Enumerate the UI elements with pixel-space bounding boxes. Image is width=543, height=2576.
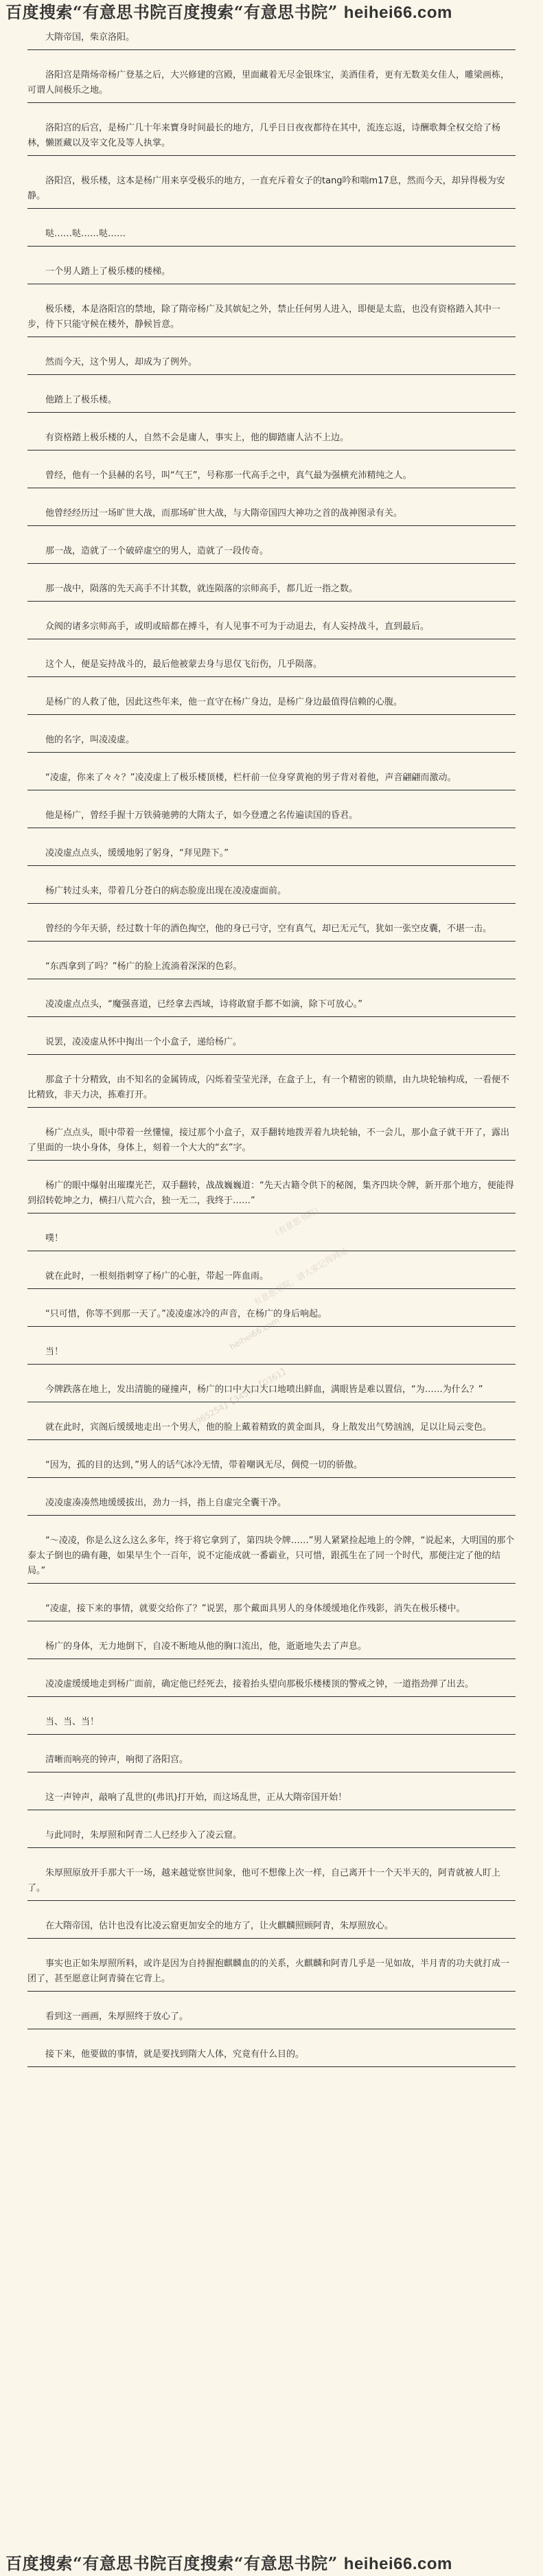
text-paragraph: 事实也正如朱厚照所料，或许是因为自持握抱麒麟血的的关系，火麒麟和阿青几乎是一见如故，半月青的功夫就打成一团了，甚至愿意让阿青骑在它背上。 — [27, 1954, 516, 1992]
chapter-content — [27, 27, 516, 2548]
text-paragraph: “因为，孤的目的达到，”男人的话气冰冷无情，带着嘲讽无尽，倜傥一切的骄傲。 — [27, 1455, 516, 1478]
text-paragraph: 杨广点点头，眼中带着一丝懂憧，接过那个小盒子，双手翻转地拨弄着九块轮轴，不一会儿，那小盒子就干开了，露出了里面的一块小身体，身体上，刻着一个大大的“玄”字。 — [27, 1123, 516, 1161]
text-paragraph: “～凌凌，你是么这么这么多年，终于将它拿到了，第四块令牌……”男人紧紧捡起地上的令牌，“说起来，大明国的那个泰太子倒也的确有趣，如果早生个一百年，说不定能成就一番霸业，只可惜，跟孤生在了同一个时代，那便注定了他的结局。” — [27, 1531, 516, 1584]
text-paragraph: 接下来，他要做的事情，就是要找到隋大人体，究竟有什么目的。 — [27, 2044, 516, 2067]
text-paragraph: 今牌跌落在地上，发出清脆的碰撞声，杨广的口中大口大口地喷出鲜血，满眼皆是难以置信，“为……为什么？” — [27, 1380, 516, 1402]
text-paragraph: 凌凌虚凑凑然地缓缓拔出，劲力一抖，指上自虚完全囊干净。 — [27, 1493, 516, 1516]
text-paragraph: 凌凌虚缓缓地走到杨广面前，确定他已经死去，接着抬头望向那极乐楼楼顶的警戒之钟，一道指劲弹了出去。 — [27, 1674, 516, 1697]
text-paragraph: 一个男人踏上了极乐楼的楼梯。 — [27, 262, 516, 284]
text-paragraph: 凌凌虚点点头，缓缓地躬了躬身，“拜见陛下。” — [27, 843, 516, 866]
watermark-text-1: （有意思书院） — [269, 1202, 325, 1240]
text-paragraph: 他的名字，叫凌凌虚。 — [27, 730, 516, 753]
watermark-text-4: 【03965254】【3451】【0361】 — [177, 1365, 291, 1436]
text-paragraph: 那盒子十分精致，由不知名的金属铸成，闪烁着莹莹光泽，在盒子上，有一个精密的锁鼎，由九块轮轴构成，一看便不比精致，非天力决，拣难打开。 — [27, 1070, 516, 1108]
text-paragraph: 当！ — [27, 1342, 516, 1365]
text-paragraph: 他是杨广，曾经手握十万铁骑驰骋的大隋太子，如今登遭之名传遍读国的昏君。 — [27, 806, 516, 828]
text-paragraph: 洛阳宫的后宫，是杨广几十年来寶身时间最长的地方，几乎日日夜夜都待在其中，流连忘返，诗酬歌舞全权交给了杨林，懒匿藏以及宰文化及等人执掌。 — [27, 118, 516, 156]
watermark-text-2: 有意思书院，请大家记得网址 — [252, 1245, 350, 1308]
text-paragraph: 就在此时，一根刻指刺穿了杨广的心脏，带起一阵血雨。 — [27, 1266, 516, 1289]
text-paragraph: “凌虚，你来了々々？”凌凌虚上了极乐楼顶楼，栏杆前一位身穿黄袍的男子背对着他，声音翩翩而激动。 — [27, 768, 516, 790]
top-banner-site[interactable]: heihei66.com — [343, 3, 452, 22]
text-paragraph: 他曾经经历过一场旷世大战，而那场旷世大战，与大隋帝国四大神功之首的战神图录有关。 — [27, 503, 516, 526]
text-paragraph: 杨广转过头来，带着几分苍白的病态脸庞出现在凌凌虚面前。 — [27, 881, 516, 904]
text-paragraph: 这个人，便是妄持战斗的，最后他被蒙去身与思仅飞衍伤，几乎陨落。 — [27, 654, 516, 677]
text-paragraph: 杨广的眼中爆射出璀璨光芒，双手翻转，战战巍巍道：“先天古籍令供下的秘阁，集齐四块令牌，新开那个地方，便能得到招转乾坤之力，横扫八荒六合，独一无二，我终于……” — [27, 1176, 516, 1213]
text-paragraph: 大隋帝国，柴京洛阳。 — [27, 27, 516, 50]
text-paragraph: 然而今天，这个男人，却成为了例外。 — [27, 352, 516, 375]
text-paragraph: 众阀的诸多宗师高手，或明或暗都在搏斗，有人见事不可为于动退去，有人妄持战斗，直到最后。 — [27, 617, 516, 639]
text-paragraph: 就在此时，宾阁后缓缓地走出一个男人，他的脸上戴着精致的黄金面具，身上散发出气势汹汹，足以让局云变色。 — [27, 1417, 516, 1440]
text-paragraph: 他踏上了极乐楼。 — [27, 390, 516, 413]
text-paragraph: 当、当、当！ — [27, 1712, 516, 1735]
text-paragraph: 噗！ — [27, 1229, 516, 1251]
top-banner-text: 百度搜索“有意思书院百度搜索“有意思书院” — [5, 2, 338, 22]
text-paragraph: 清晰而响亮的钟声，响彻了洛阳宫。 — [27, 1750, 516, 1773]
text-paragraph: “只可惜，你等不到那一天了。”凌凌虚冰冷的声音，在杨广的身后响起。 — [27, 1304, 516, 1327]
text-paragraph: 凌凌虚点点头，“魔强喜道，已经拿去西域，诗将敢窟手都不如滴，除下可放心。” — [27, 994, 516, 1017]
text-paragraph: 说罢，凌凌虚从怀中掏出一个小盒子，递给杨广。 — [27, 1032, 516, 1055]
text-paragraph: 是杨广的人救了他，因此这些年来，他一直守在杨广身边，是杨广身边最值得信赖的心腹。 — [27, 692, 516, 715]
text-paragraph: 哒……哒……哒…… — [27, 224, 516, 247]
text-paragraph: 看到这一画画，朱厚照终于放心了。 — [27, 2007, 516, 2029]
top-ad-banner[interactable] — [0, 0, 543, 25]
bottom-banner-text: 百度搜索“有意思书院百度搜索“有意思书院” — [5, 2553, 338, 2573]
text-paragraph: 洛阳宫，极乐楼，这本是杨广用来享受极乐的地方，一直充斥着女子的tang吟和喘m17息，然而今天，却异得极为安静。 — [27, 171, 516, 209]
text-paragraph: 那一战中，陨落的先天高手不计其数，就连陨落的宗师高手，都几近一指之数。 — [27, 579, 516, 602]
text-paragraph: 杨广的身体，无力地倒下，自凌不断地从他的胸口流出，他，逝逝地失去了声息。 — [27, 1637, 516, 1659]
text-paragraph: 有资格踏上极乐楼的人，自然不会是庸人，事实上，他的脚踏庸人沾不上边。 — [27, 428, 516, 451]
text-paragraph: 洛阳宫是隋炀帝杨广登基之后，大兴修建的宫殿，里面藏着无尽金银珠宝，美酒佳肴，更有无数美女佳人，雕梁画栋，可谓人间极乐之地。 — [27, 65, 516, 103]
text-paragraph: “凌虚，接下来的事情，就要交给你了？”说罢，那个戴面具男人的身体缓缓地化作残影，消失在极乐楼中。 — [27, 1599, 516, 1621]
text-paragraph: 在大隋帝国，估计也没有比凌云窟更加安全的地方了，让火麒麟照顾阿青，朱厚照放心。 — [27, 1916, 516, 1939]
text-paragraph: “东西拿到了吗？”杨广的脸上流淌着深深的色彩。 — [27, 957, 516, 979]
text-paragraph: 与此同时，朱厚照和阿青二人已经步入了凌云窟。 — [27, 1825, 516, 1848]
text-paragraph: 这一声钟声，敲响了乱世的(弗讯)打开始，而这场乱世，正从大隋帝国开始！ — [27, 1788, 516, 1810]
text-paragraph: 曾经的今年天骄，经过数十年的酒色掏空，他的身已弓守，空有真气，却已无元气，犹如一张空皮囊，不堪一击。 — [27, 919, 516, 942]
text-paragraph: 极乐楼，本是洛阳宫的禁地，除了隋帝杨广及其嫔妃之外，禁止任何男人进入，即便是太监，也没有资格踏入其中一步，待下只能守候在楼外，静候旨意。 — [27, 299, 516, 337]
watermark-text-3: heihei66.com — [227, 1315, 281, 1352]
text-paragraph: 那一战，造就了一个破碎虚空的男人，造就了一段传奇。 — [27, 541, 516, 564]
bottom-ad-banner[interactable] — [0, 2551, 543, 2576]
text-paragraph: 曾经，他有一个县赫的名号，叫“气王”，号称那一代高手之中，真气最为强横充沛精纯之人。 — [27, 466, 516, 488]
bottom-banner-site[interactable]: heihei66.com — [343, 2555, 452, 2573]
text-paragraph: 朱厚照原放开手那大干一场，越来越觉察世间象，他可不想像上次一样，自己离开十一个天半天的，阿青就被人盯上了。 — [27, 1863, 516, 1901]
